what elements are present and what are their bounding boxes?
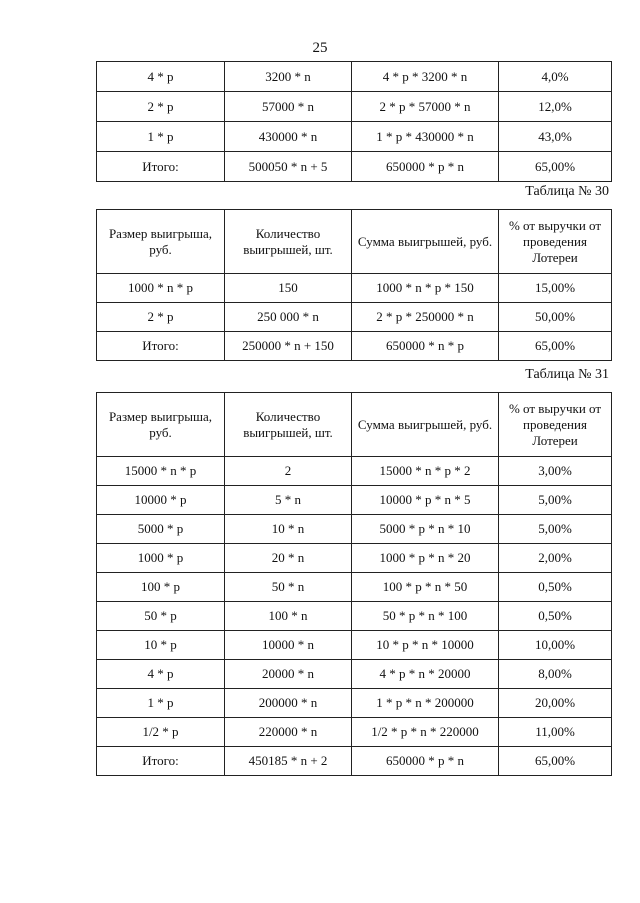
cell-prize-sum: 4 * p * n * 20000	[352, 660, 499, 689]
table-row	[97, 457, 612, 486]
table-row	[97, 689, 612, 718]
cell-prize-size: Итого:	[97, 152, 225, 182]
header-prize-count: Количество выигрышей, шт.	[225, 393, 352, 457]
cell-prize-count: 5 * n	[225, 486, 352, 515]
cell-prize-sum: 1000 * p * n * 20	[352, 544, 499, 573]
cell-prize-count: 450185 * n + 2	[225, 747, 352, 776]
cell-prize-size: 1 * p	[97, 689, 225, 718]
cell-prize-size: 15000 * n * p	[97, 457, 225, 486]
cell-prize-size: 2 * p	[97, 303, 225, 332]
table-header-row	[97, 210, 612, 274]
cell-prize-sum: 2 * p * 250000 * n	[352, 303, 499, 332]
cell-prize-sum: 650000 * n * p	[352, 332, 499, 361]
cell-prize-sum: 4 * p * 3200 * n	[352, 62, 499, 92]
table-row	[97, 92, 612, 122]
table-row	[97, 152, 612, 182]
table-row	[97, 515, 612, 544]
cell-prize-size: 10 * p	[97, 631, 225, 660]
table-row	[97, 122, 612, 152]
cell-prize-sum: 15000 * n * p * 2	[352, 457, 499, 486]
table-row	[97, 332, 612, 361]
prize-table-continued	[96, 61, 612, 182]
table-row	[97, 486, 612, 515]
header-prize-sum: Сумма выигрышей, руб.	[352, 393, 499, 457]
cell-prize-count: 250000 * n + 150	[225, 332, 352, 361]
prize-table-31	[96, 392, 612, 776]
cell-prize-sum: 1/2 * p * n * 220000	[352, 718, 499, 747]
cell-prize-sum: 650000 * p * n	[352, 152, 499, 182]
cell-prize-sum: 1 * p * 430000 * n	[352, 122, 499, 152]
cell-revenue-percent: 5,00%	[499, 486, 612, 515]
cell-prize-count: 220000 * n	[225, 718, 352, 747]
cell-prize-size: 1000 * n * p	[97, 274, 225, 303]
cell-prize-sum: 1 * p * n * 200000	[352, 689, 499, 718]
cell-revenue-percent: 43,0%	[499, 122, 612, 152]
cell-prize-sum: 1000 * n * p * 150	[352, 274, 499, 303]
table-row	[97, 544, 612, 573]
cell-prize-sum: 100 * p * n * 50	[352, 573, 499, 602]
cell-revenue-percent: 2,00%	[499, 544, 612, 573]
page-number: 25	[312, 40, 328, 56]
cell-revenue-percent: 0,50%	[499, 602, 612, 631]
cell-prize-size: 5000 * p	[97, 515, 225, 544]
cell-revenue-percent: 65,00%	[499, 152, 612, 182]
cell-revenue-percent: 12,0%	[499, 92, 612, 122]
cell-prize-size: 1 * p	[97, 122, 225, 152]
cell-revenue-percent: 15,00%	[499, 274, 612, 303]
cell-prize-size: 4 * p	[97, 62, 225, 92]
cell-revenue-percent: 11,00%	[499, 718, 612, 747]
cell-prize-count: 100 * n	[225, 602, 352, 631]
header-prize-sum: Сумма выигрышей, руб.	[352, 210, 499, 274]
cell-prize-count: 20 * n	[225, 544, 352, 573]
cell-revenue-percent: 0,50%	[499, 573, 612, 602]
cell-prize-sum: 50 * p * n * 100	[352, 602, 499, 631]
cell-revenue-percent: 20,00%	[499, 689, 612, 718]
table-row	[97, 573, 612, 602]
cell-prize-count: 10 * n	[225, 515, 352, 544]
header-revenue-percent: % от выручки от проведения Лотереи	[499, 393, 612, 457]
cell-prize-count: 430000 * n	[225, 122, 352, 152]
cell-revenue-percent: 4,0%	[499, 62, 612, 92]
table-row	[97, 303, 612, 332]
cell-prize-count: 500050 * n + 5	[225, 152, 352, 182]
cell-revenue-percent: 65,00%	[499, 747, 612, 776]
cell-prize-size: 2 * p	[97, 92, 225, 122]
cell-prize-count: 150	[225, 274, 352, 303]
cell-prize-size: 100 * p	[97, 573, 225, 602]
cell-prize-sum: 5000 * p * n * 10	[352, 515, 499, 544]
table-row	[97, 631, 612, 660]
cell-prize-sum: 10000 * p * n * 5	[352, 486, 499, 515]
cell-prize-size: 1000 * p	[97, 544, 225, 573]
cell-revenue-percent: 5,00%	[499, 515, 612, 544]
table-header-row	[97, 393, 612, 457]
cell-prize-count: 2	[225, 457, 352, 486]
cell-prize-count: 3200 * n	[225, 62, 352, 92]
header-prize-size: Размер выигрыша, руб.	[97, 210, 225, 274]
cell-prize-size: Итого:	[97, 747, 225, 776]
cell-prize-count: 200000 * n	[225, 689, 352, 718]
table-31-caption: Таблица № 31	[525, 367, 609, 382]
table-row	[97, 62, 612, 92]
table-row	[97, 718, 612, 747]
table-row	[97, 747, 612, 776]
header-prize-size: Размер выигрыша, руб.	[97, 393, 225, 457]
table-row	[97, 602, 612, 631]
cell-revenue-percent: 3,00%	[499, 457, 612, 486]
cell-prize-size: 4 * p	[97, 660, 225, 689]
table-row	[97, 274, 612, 303]
prize-table-30	[96, 209, 612, 361]
cell-prize-sum: 650000 * p * n	[352, 747, 499, 776]
cell-prize-count: 20000 * n	[225, 660, 352, 689]
header-revenue-percent: % от выручки от проведения Лотереи	[499, 210, 612, 274]
cell-prize-sum: 10 * p * n * 10000	[352, 631, 499, 660]
cell-prize-count: 50 * n	[225, 573, 352, 602]
cell-prize-count: 57000 * n	[225, 92, 352, 122]
cell-prize-size: Итого:	[97, 332, 225, 361]
cell-prize-size: 50 * p	[97, 602, 225, 631]
header-prize-count: Количество выигрышей, шт.	[225, 210, 352, 274]
cell-revenue-percent: 65,00%	[499, 332, 612, 361]
table-30-caption: Таблица № 30	[525, 184, 609, 199]
cell-prize-size: 10000 * p	[97, 486, 225, 515]
table-row	[97, 660, 612, 689]
cell-revenue-percent: 10,00%	[499, 631, 612, 660]
cell-revenue-percent: 50,00%	[499, 303, 612, 332]
cell-prize-count: 250 000 * n	[225, 303, 352, 332]
cell-prize-size: 1/2 * p	[97, 718, 225, 747]
cell-revenue-percent: 8,00%	[499, 660, 612, 689]
cell-prize-count: 10000 * n	[225, 631, 352, 660]
cell-prize-sum: 2 * p * 57000 * n	[352, 92, 499, 122]
